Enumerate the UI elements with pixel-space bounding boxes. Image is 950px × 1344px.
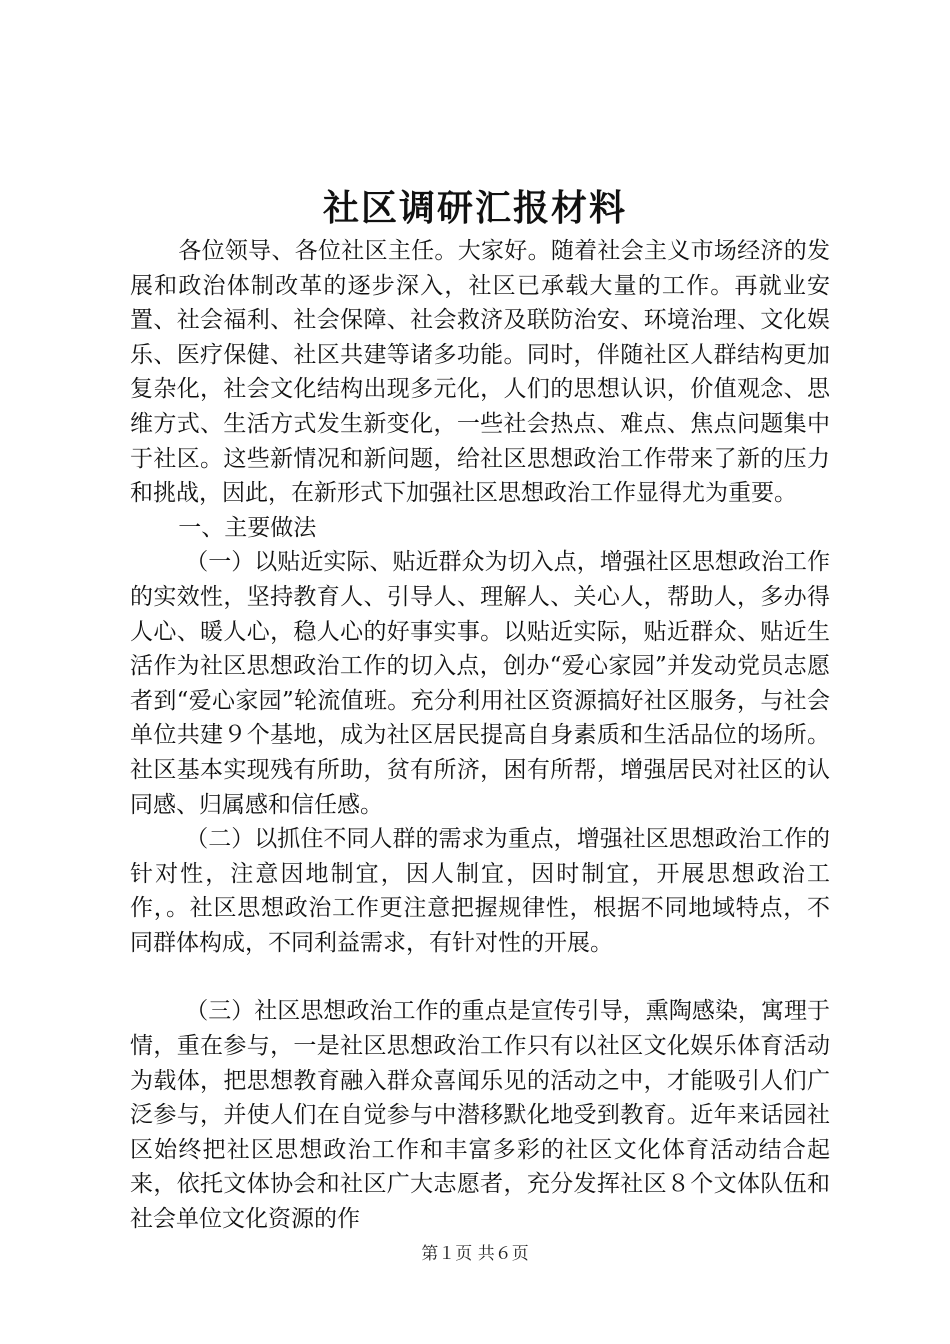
document-body: [130, 234, 830, 1237]
item-one-paragraph: （一）以贴近实际、贴近群众为切入点，增强社区思想政治工作的实效性，坚持教育人、引导人、理解人、关心人，帮助人，多办得人心、暖人心，稳人心的好事实事。以贴近实际，贴近群众、贴近生活作为社区思想政治工作的切入点，创办“爱心家园”并发动党员志愿者到“爱心家园”轮流值班。充分利用社区资源搞好社区服务，与社会单位共建９个基地，成为社区居民提高自身素质和生活品位的场所。社区基本实现残有所助，贫有所济，困有所帮，增强居民对社区的认同感、归属感和信任感。: [130, 549, 830, 818]
page-footer: 第１页 共６页: [421, 1244, 529, 1264]
document-title: 社区调研汇报材料: [322, 187, 627, 229]
section-heading: 一、主要做法: [178, 514, 317, 541]
paragraph-gap: [130, 960, 830, 994]
item-three-paragraph: （三）社区思想政治工作的重点是宣传引导，熏陶感染，寓理于情，重在参与，一是社区思想政治工作只有以社区文化娱乐体育活动为载体，把思想教育融入群众喜闻乐见的活动之中，才能吸引人们广泛参与，并使人们在自觉参与中潜移默化地受到教育。近年来话园社区始终把社区思想政治工作和丰富多彩的社区文化体育活动结合起来，依托文体协会和社区广大志愿者，充分发挥社区８个文体队伍和社会单位文化资源的作: [130, 998, 830, 1233]
item-two-paragraph: （二）以抓住不同人群的需求为重点，增强社区思想政治工作的针对性，注意因地制宜，因人制宜，因时制宜，开展思想政治工作，。社区思想政治工作更注意把握规律性，根据不同地域特点，不同群体构成，不同利益需求，有针对性的开展。: [130, 826, 830, 956]
intro-paragraph: 各位领导、各位社区主任。大家好。随着社会主义市场经济的发展和政治体制改革的逐步深入，社区已承载大量的工作。再就业安置、社会福利、社会保障、社会救济及联防治安、环境治理、文化娱乐、医疗保健、社区共建等诸多功能。同时，伴随社区人群结构更加复杂化，社会文化结构出现多元化，人们的思想认识，价值观念、思维方式、生活方式发生新变化，一些社会热点、难点、焦点问题集中于社区。这些新情况和新问题，给社区思想政治工作带来了新的压力和挑战，因此，在新形式下加强社区思想政治工作显得尤为重要。: [130, 238, 830, 507]
